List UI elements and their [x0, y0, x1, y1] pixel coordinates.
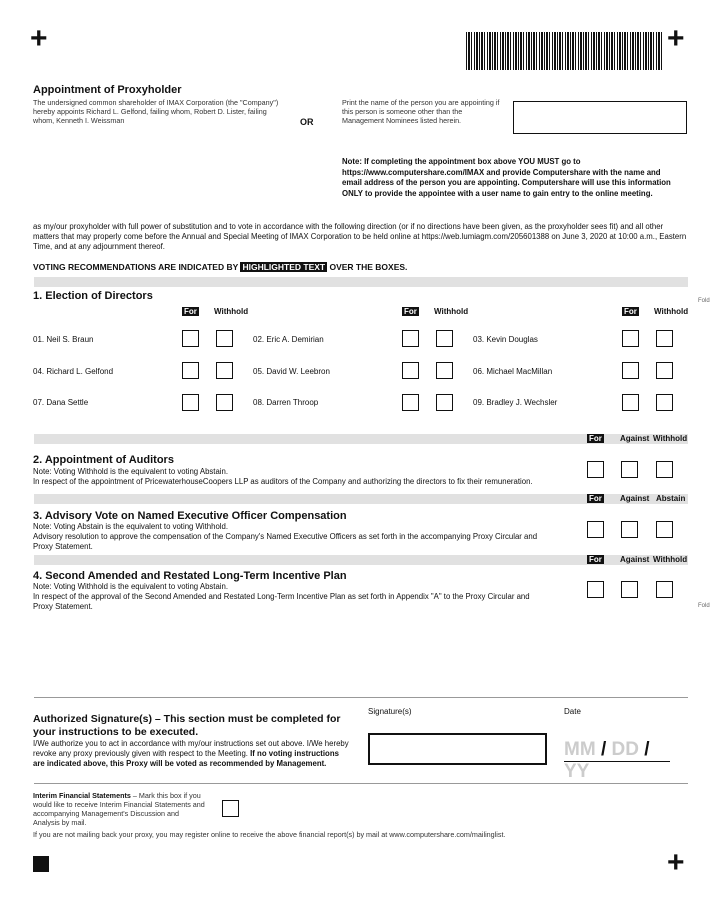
voting-rec-text: VOTING RECOMMENDATIONS ARE INDICATED BY — [33, 262, 241, 272]
advisory-col-for: For — [589, 494, 602, 503]
nominee-07-for-checkbox[interactable] — [182, 394, 199, 411]
nominee-08-withhold-checkbox[interactable] — [436, 394, 453, 411]
advisory-col-against: Against — [620, 494, 650, 503]
nominee-01-for-checkbox[interactable] — [182, 330, 199, 347]
appointee-name-field[interactable] — [513, 101, 687, 134]
nominee-06-for-checkbox[interactable] — [622, 362, 639, 379]
date-day: DD — [611, 739, 639, 760]
election-title: 1. Election of Directors — [33, 290, 153, 302]
nominee-04-withhold-checkbox[interactable] — [216, 362, 233, 379]
advisory-for-checkbox[interactable] — [587, 521, 604, 538]
fold-label: Fold — [698, 298, 710, 304]
advisory-against-checkbox[interactable] — [621, 521, 638, 538]
nominee-05-withhold-checkbox[interactable] — [436, 362, 453, 379]
appointment-note: Note: If completing the appointment box above YOU MUST go to https://www.computershare.com/IMAX and provide Computershare with the name and email address of the person you are appointing. Computershare will use this information ONLY to provide the appointee with a user name to gain entry to the online meeting. — [342, 157, 671, 198]
nominee-05-for-checkbox[interactable] — [402, 362, 419, 379]
highlighted-text-sample: HIGHLIGHTED TEXT — [242, 262, 326, 272]
nominee-01: 01. Neil S. Braun — [33, 335, 94, 344]
advisory-note: Note: Voting Abstain is the equivalent to voting Withhold. — [33, 522, 229, 531]
divider — [34, 697, 688, 698]
date-label: Date — [564, 707, 581, 716]
auditors-note: Note: Voting Withhold is the equivalent to voting Abstain. — [33, 467, 229, 476]
nominee-06: 06. Michael MacMillan — [473, 367, 553, 376]
date-separator: / — [600, 739, 607, 760]
nominee-04: 04. Richard L. Gelfond — [33, 367, 114, 376]
mailing-list-footer: If you are not mailing back your proxy, you may register online to receive the above financial report(s) by mail at www.computershare.com/mailinglist. — [33, 830, 506, 839]
interim-statements-text — [33, 791, 205, 827]
auditors-for-checkbox[interactable] — [587, 461, 604, 478]
nominee-07: 07. Dana Settle — [33, 398, 89, 407]
incentive-note: Note: Voting Withhold is the equivalent to voting Abstain. — [33, 582, 229, 591]
col-withhold-3: Withhold — [654, 307, 689, 316]
nominee-03-for-checkbox[interactable] — [622, 330, 639, 347]
incentive-title: 4. Second Amended and Restated Long-Term Incentive Plan — [33, 570, 347, 582]
registration-mark-top-right: + — [667, 22, 685, 55]
print-name-instructions: Print the name of the person you are appointing if this person is someone other than the Management Nominees listed herein. — [342, 98, 500, 125]
section-band — [34, 277, 688, 287]
col-withhold-1: Withhold — [214, 307, 249, 316]
registration-mark-bottom-right: + — [667, 846, 685, 879]
incentive-col-for: For — [589, 555, 602, 564]
interim-title: Interim Financial Statements — [33, 791, 131, 800]
auditors-withhold-checkbox[interactable] — [656, 461, 673, 478]
nominee-05: 05. David W. Leebron — [253, 367, 330, 376]
voting-rec-text-end: OVER THE BOXES. — [327, 262, 408, 272]
nominee-02-for-checkbox[interactable] — [402, 330, 419, 347]
barcode — [466, 32, 662, 70]
nominee-04-for-checkbox[interactable] — [182, 362, 199, 379]
signature-label: Signature(s) — [368, 707, 412, 716]
incentive-for-checkbox[interactable] — [587, 581, 604, 598]
nominee-07-withhold-checkbox[interactable] — [216, 394, 233, 411]
date-field[interactable] — [564, 739, 670, 782]
signature-text — [33, 739, 351, 769]
nominee-02: 02. Eric A. Demirian — [253, 335, 324, 344]
advisory-abstain-checkbox[interactable] — [656, 521, 673, 538]
proxyholder-intro: The undersigned common shareholder of IMAX Corporation (the "Company") hereby appoints Richard L. Gelfond, failing whom, Robert D. Lister, failing whom, Kenneth I. Weissman — [33, 98, 279, 125]
auditors-title: 2. Appointment of Auditors — [33, 454, 174, 466]
auditors-col-for: For — [589, 434, 602, 443]
auditors-against-checkbox[interactable] — [621, 461, 638, 478]
signature-title: Authorized Signature(s) – This section must be completed for your instructions to be executed. — [33, 713, 341, 738]
divider — [34, 783, 688, 784]
signature-text-plain: I/We authorize you to act in accordance with my/our instructions set out above. I/We hereby revoke any proxy previously given with respect to the Meeting. — [33, 739, 349, 758]
incentive-text: In respect of the approval of the Second Amended and Restated Long-Term Incentive Plan as set forth in Appendix "A" to the Proxy Circular and Proxy Statement. — [33, 592, 530, 611]
incentive-col-withhold: Withhold — [653, 555, 688, 564]
proxy-authority-text: as my/our proxyholder with full power of substitution and to vote in accordance with the following direction (or if no directions have been given, as the proxyholder sees fit) and all other matters that may properly come before the Annual and Special Meeting of IMAX Corporation to be held online at https://web.lumiagm.com/205601388 on June 3, 2020 at 10:00 a.m., Eastern Time, and at any adjournment thereof. — [33, 222, 687, 251]
nominee-06-withhold-checkbox[interactable] — [656, 362, 673, 379]
nominee-08: 08. Darren Throop — [253, 398, 319, 407]
nominee-03-withhold-checkbox[interactable] — [656, 330, 673, 347]
auditors-text: In respect of the appointment of PricewaterhouseCoopers LLP as auditors of the Company and authorizing the directors to fix their remuneration. — [33, 477, 533, 486]
date-year: YY — [564, 761, 590, 782]
date-month: MM — [564, 739, 596, 760]
nominee-09: 09. Bradley J. Wechsler — [473, 398, 558, 407]
incentive-against-checkbox[interactable] — [621, 581, 638, 598]
nominee-09-withhold-checkbox[interactable] — [656, 394, 673, 411]
signature-text-bold: If no voting instructions are indicated above, this Proxy will be voted as recommended by Management. — [33, 749, 339, 768]
col-for-2: For — [404, 307, 417, 316]
nominee-09-for-checkbox[interactable] — [622, 394, 639, 411]
date-separator: / — [644, 739, 650, 760]
proxyholder-title: Appointment of Proxyholder — [33, 84, 182, 96]
nominee-02-withhold-checkbox[interactable] — [436, 330, 453, 347]
incentive-col-against: Against — [620, 555, 650, 564]
nominee-03: 03. Kevin Douglas — [473, 335, 538, 344]
advisory-text: Advisory resolution to approve the compensation of the Company's Named Executive Officers as set forth in the accompanying Proxy Circular and Proxy Statement. — [33, 532, 538, 551]
nominee-08-for-checkbox[interactable] — [402, 394, 419, 411]
advisory-col-abstain: Abstain — [656, 494, 686, 503]
fold-label-2: Fold — [698, 603, 710, 609]
nominee-01-withhold-checkbox[interactable] — [216, 330, 233, 347]
col-for-3: For — [624, 307, 637, 316]
interim-description: – Mark this box if you would like to receive Interim Financial Statements and accompanying Management's Discussion and Analysis by mail. — [33, 791, 205, 827]
interim-statements-checkbox[interactable] — [222, 800, 239, 817]
advisory-title: 3. Advisory Vote on Named Executive Officer Compensation — [33, 510, 347, 522]
col-for-1: For — [184, 307, 197, 316]
auditors-col-against: Against — [620, 434, 650, 443]
or-label: OR — [300, 117, 314, 127]
registration-mark-top-left: + — [30, 22, 48, 55]
col-withhold-2: Withhold — [434, 307, 469, 316]
auditors-col-withhold: Withhold — [653, 434, 688, 443]
incentive-withhold-checkbox[interactable] — [656, 581, 673, 598]
registration-square — [33, 856, 49, 872]
signature-field[interactable] — [368, 733, 547, 765]
voting-recommendations — [33, 262, 407, 272]
